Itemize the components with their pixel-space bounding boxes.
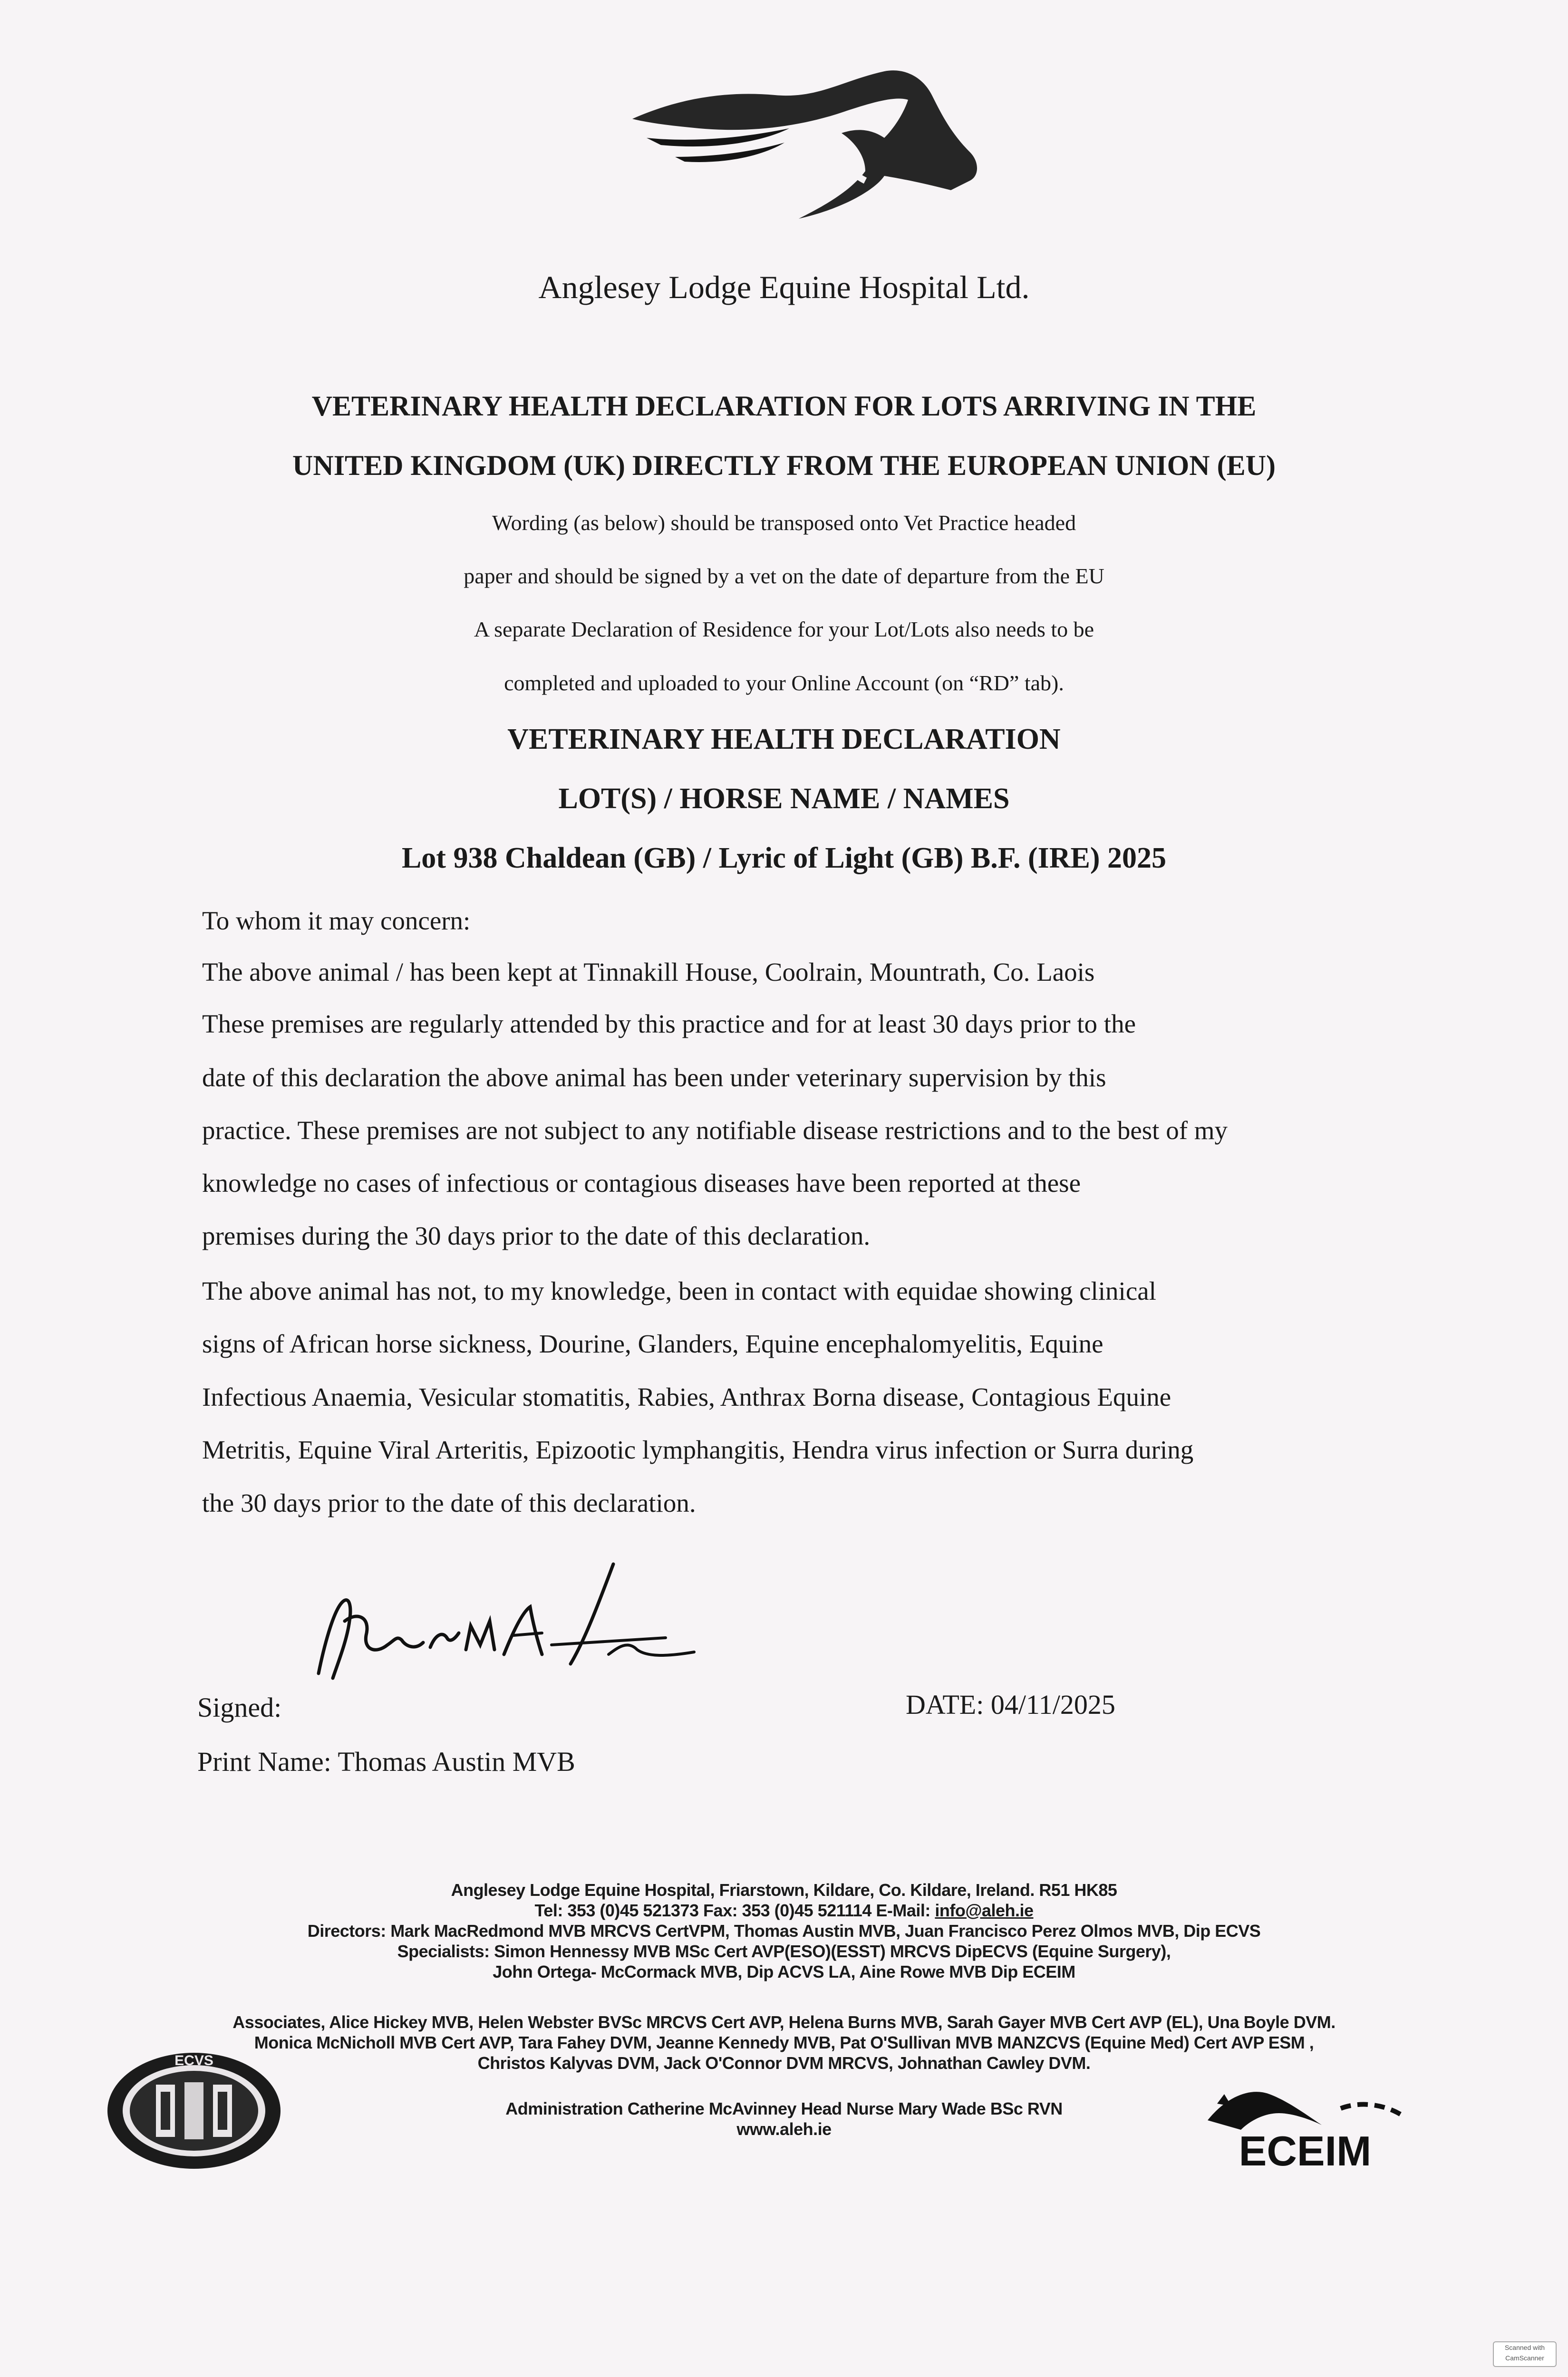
ecvs-seal-icon bbox=[104, 2049, 284, 2173]
signed-label: Signed: bbox=[197, 1692, 282, 1723]
body-line: practice. These premises are not subject to any notifiable disease restrictions and to the best of my bbox=[202, 1116, 1228, 1145]
body-line: To whom it may concern: bbox=[202, 906, 471, 935]
lot-line: Lot 938 Chaldean (GB) / Lyric of Light (GB) B.F. (IRE) 2025 bbox=[401, 842, 1167, 874]
body-line: The above animal has not, to my knowledge, been in contact with equidae showing clinical bbox=[202, 1276, 1156, 1305]
instruction-line: Wording (as below) should be transposed onto Vet Practice headed bbox=[492, 511, 1076, 535]
print-name: Print Name: Thomas Austin MVB bbox=[197, 1746, 575, 1777]
hospital-name: Anglesey Lodge Equine Hospital Ltd. bbox=[538, 269, 1030, 305]
footer-specialists-2: John Ortega- McCormack MVB, Dip ACVS LA, Aine Rowe MVB Dip ECEIM bbox=[493, 1962, 1075, 1981]
horse-head-logo bbox=[618, 62, 989, 233]
footer-associates-2: Monica McNicholl MVB Cert AVP, Tara Fahey DVM, Jeanne Kennedy MVB, Pat O'Sullivan MVB MANZCVS (Equine Med) Cert AVP ESM , bbox=[254, 2033, 1314, 2052]
body-line: knowledge no cases of infectious or contagious diseases have been reported at these bbox=[202, 1169, 1081, 1198]
eceim-logo-text: ECEIM bbox=[1239, 2127, 1372, 2174]
title-line-2: UNITED KINGDOM (UK) DIRECTLY FROM THE EUROPEAN UNION (EU) bbox=[292, 450, 1276, 481]
signature bbox=[304, 1555, 704, 1711]
footer-directors: Directors: Mark MacRedmond MVB MRCVS CertVPM, Thomas Austin MVB, Juan Francisco Perez Olmos MVB, Dip ECVS bbox=[307, 1921, 1261, 1941]
body-line: These premises are regularly attended by this practice and for at least 30 days prior to the bbox=[202, 1009, 1136, 1038]
footer-specialists: Specialists: Simon Hennessy MVB MSc Cert AVP(ESO)(ESST) MRCVS DipECVS (Equine Surgery), bbox=[397, 1942, 1171, 1961]
body-line: date of this declaration the above animal has been under veterinary supervision by this bbox=[202, 1063, 1106, 1092]
body-line: Infectious Anaemia, Vesicular stomatitis, Rabies, Anthrax Borna disease, Contagious Equine bbox=[202, 1382, 1171, 1411]
footer-contact-text: Tel: 353 (0)45 521373 Fax: 353 (0)45 521114 E-Mail: bbox=[534, 1901, 935, 1920]
title-line-1: VETERINARY HEALTH DECLARATION FOR LOTS ARRIVING IN THE bbox=[311, 390, 1257, 422]
body-line: the 30 days prior to the date of this declaration. bbox=[202, 1488, 696, 1517]
eceim-logo-icon bbox=[1198, 2068, 1412, 2177]
body-line: Metritis, Equine Viral Arteritis, Epizootic lymphangitis, Hendra virus infection or Surra during bbox=[202, 1435, 1194, 1464]
ecvs-seal-text: ECVS bbox=[174, 2053, 213, 2068]
footer-website[interactable]: www.aleh.ie bbox=[736, 2119, 832, 2139]
declaration-date: DATE: 04/11/2025 bbox=[906, 1689, 1115, 1720]
instruction-line: completed and uploaded to your Online Account (on “RD” tab). bbox=[504, 671, 1064, 695]
footer-admin: Administration Catherine McAvinney Head Nurse Mary Wade BSc RVN bbox=[505, 2099, 1063, 2118]
instruction-line: paper and should be signed by a vet on the date of departure from the EU bbox=[464, 564, 1104, 588]
footer-address: Anglesey Lodge Equine Hospital, Friarstown, Kildare, Co. Kildare, Ireland. R51 HK85 bbox=[451, 1880, 1117, 1900]
email-link[interactable]: info@aleh.ie bbox=[935, 1901, 1034, 1920]
footer-associates-1: Associates, Alice Hickey MVB, Helen Webster BVSc MRCVS Cert AVP, Helena Burns MVB, Sarah Gayer MVB Cert AVP (EL), Una Boyle DVM. bbox=[232, 2012, 1336, 2032]
instruction-line: A separate Declaration of Residence for your Lot/Lots also needs to be bbox=[474, 617, 1094, 641]
camscanner-badge-line: CamScanner bbox=[1505, 2354, 1544, 2362]
footer-associates-3: Christos Kalyvas DVM, Jack O'Connor DVM MRCVS, Johnathan Cawley DVM. bbox=[477, 2053, 1091, 2073]
footer-contact bbox=[0, 1901, 1568, 1921]
body-line: premises during the 30 days prior to the date of this declaration. bbox=[202, 1221, 871, 1250]
body-line: The above animal / has been kept at Tinnakill House, Coolrain, Mountrath, Co. Laois bbox=[202, 957, 1095, 986]
lots-heading: LOT(S) / HORSE NAME / NAMES bbox=[558, 783, 1010, 815]
camscanner-badge bbox=[1493, 2341, 1557, 2367]
declaration-heading: VETERINARY HEALTH DECLARATION bbox=[507, 723, 1061, 755]
camscanner-badge-line: Scanned with bbox=[1504, 2344, 1545, 2351]
body-line: signs of African horse sickness, Dourine, Glanders, Equine encephalomyelitis, Equine bbox=[202, 1329, 1103, 1358]
